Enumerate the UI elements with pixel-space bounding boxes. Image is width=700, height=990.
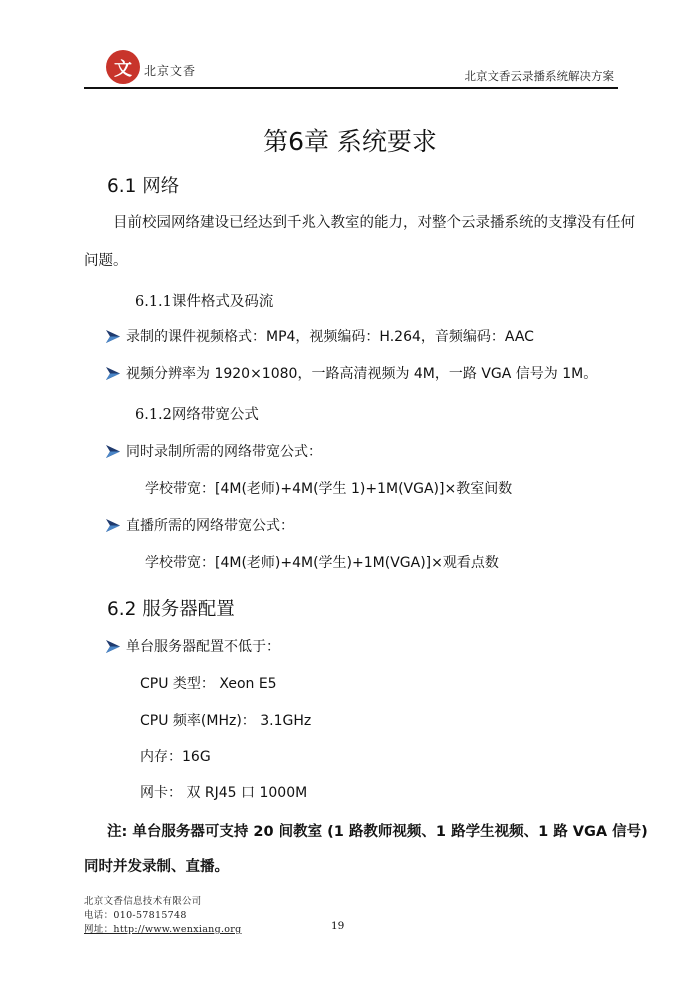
header-doc-title: 北京文香云录播系统解决方案 [464, 69, 614, 83]
bullet-text: 单台服务器配置不低于： [126, 639, 280, 655]
section-heading-network: 6.1 网络 [107, 176, 180, 197]
server-note-line1: 注: 单台服务器可支持 20 间教室 (1 路教师视频、1 路学生视频、1 路 VGA 信号) [107, 824, 648, 840]
logo-wordmark: 北京文香 [144, 64, 197, 78]
logo-mark: 文 [114, 59, 132, 80]
bullet-item [106, 363, 597, 383]
chapter-title: 第6章 系统要求 [263, 127, 437, 156]
bullet-text: 同时录制所需的网络带宽公式： [126, 444, 322, 460]
spec-cpu-frequency: CPU 频率(MHz)： 3.1GHz [140, 713, 312, 729]
company-logo [106, 50, 140, 84]
spec-memory: 内存：16G [140, 749, 211, 765]
bullet-item [106, 636, 280, 656]
footer-phone: 电话：010-57815748 [84, 910, 187, 921]
bullet-arrow-icon [106, 444, 126, 460]
network-paragraph-line2: 问题。 [84, 253, 128, 269]
bullet-text: 视频分辨率为 1920×1080，一路高清视频为 4M，一路 VGA 信号为 1M。 [126, 366, 598, 382]
section-heading-server: 6.2 服务器配置 [107, 599, 235, 620]
subsection-heading-bandwidth: 6.1.2网络带宽公式 [135, 407, 259, 423]
formula-live: 学校带宽：[4M(老师)+4M(学生)+1M(VGA)]×观看点数 [145, 555, 499, 571]
header-divider [84, 87, 618, 89]
bullet-item [106, 515, 294, 535]
footer-website-link[interactable]: 网址：http://www.wenxiang.org [84, 924, 242, 935]
bullet-arrow-icon [106, 639, 126, 655]
formula-record: 学校带宽：[4M(老师)+4M(学生 1)+1M(VGA)]×教室间数 [145, 481, 513, 497]
bullet-arrow-icon [106, 366, 126, 382]
spec-cpu-type: CPU 类型： Xeon E5 [140, 676, 277, 692]
subsection-heading-format: 6.1.1课件格式及码流 [135, 294, 274, 310]
bullet-text: 直播所需的网络带宽公式： [126, 518, 294, 534]
server-note-line2: 同时并发录制、直播。 [84, 859, 229, 875]
page-number: 19 [331, 920, 345, 932]
bullet-arrow-icon [106, 329, 126, 345]
footer-company: 北京文香信息技术有限公司 [84, 896, 202, 907]
network-paragraph-line1: 目前校园网络建设已经达到千兆入教室的能力，对整个云录播系统的支撑没有任何 [113, 215, 635, 231]
spec-network-card: 网卡： 双 RJ45 口 1000M [140, 785, 308, 801]
bullet-arrow-icon [106, 518, 126, 534]
bullet-item [106, 326, 534, 346]
bullet-item [106, 441, 322, 461]
bullet-text: 录制的课件视频格式：MP4，视频编码：H.264，音频编码：AAC [126, 329, 534, 345]
